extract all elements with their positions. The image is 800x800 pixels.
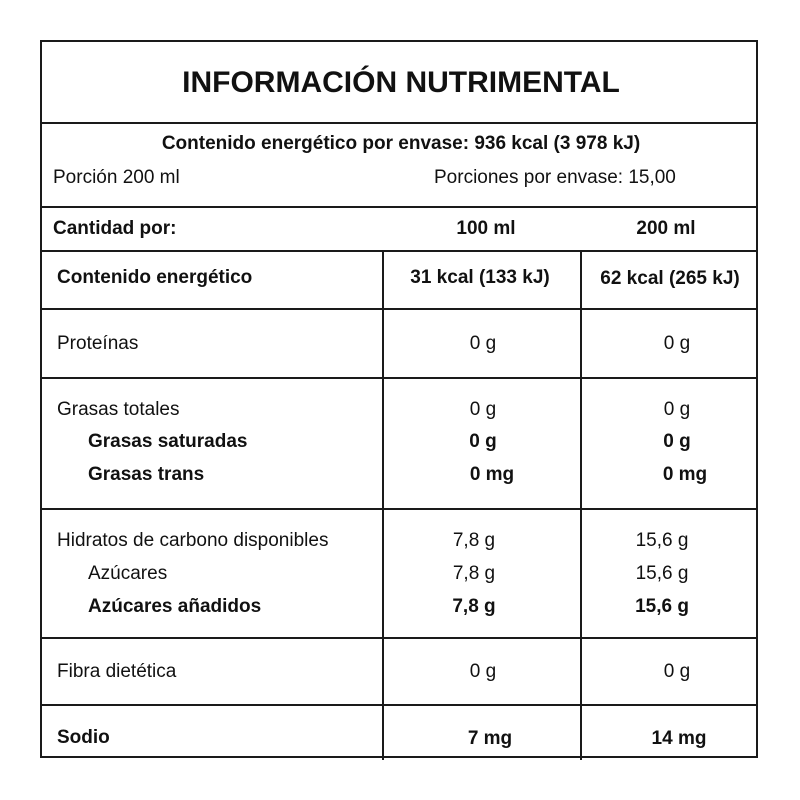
row-label-energy: Contenido energético <box>57 267 253 288</box>
row-value-sodium-100ml: 7 mg <box>467 728 513 749</box>
row-label-carbohydrates: Hidratos de carbono disponibles <box>57 530 329 551</box>
row-value-saturated-fat-200ml: 0 g <box>663 431 691 452</box>
row-value-added-sugars-200ml: 15,6 g <box>635 596 689 617</box>
row-value-trans-fat-100ml: 0 mg <box>469 464 515 485</box>
row-value-sugars-200ml: 15,6 g <box>635 563 689 584</box>
divider <box>42 250 756 252</box>
servings-per-package: Porciones por envase: 15,00 <box>434 167 676 188</box>
row-value-energy-100ml: 31 kcal (133 kJ) <box>410 267 550 288</box>
row-label-fiber: Fibra dietética <box>57 661 177 682</box>
row-value-protein-100ml: 0 g <box>469 333 497 354</box>
row-value-total-fat-200ml: 0 g <box>663 399 691 420</box>
panel-title: INFORMACIÓN NUTRIMENTAL <box>182 66 620 99</box>
column-divider <box>580 250 582 760</box>
divider <box>42 206 756 208</box>
nutrition-facts-panel <box>40 40 758 758</box>
row-value-fiber-100ml: 0 g <box>469 661 497 682</box>
divider <box>42 122 756 124</box>
column-header-200ml: 200 ml <box>636 218 696 239</box>
serving-size: Porción 200 ml <box>53 167 180 188</box>
row-value-fiber-200ml: 0 g <box>663 661 691 682</box>
row-label-total-fat: Grasas totales <box>57 399 180 420</box>
row-value-protein-200ml: 0 g <box>663 333 691 354</box>
row-label-trans-fat: Grasas trans <box>88 464 205 485</box>
column-header-100ml: 100 ml <box>456 218 516 239</box>
row-value-carbohydrates-200ml: 15,6 g <box>635 530 689 551</box>
row-value-saturated-fat-100ml: 0 g <box>469 431 497 452</box>
row-value-trans-fat-200ml: 0 mg <box>662 464 708 485</box>
row-label-sodium: Sodio <box>57 727 110 748</box>
row-label-protein: Proteínas <box>57 333 139 354</box>
column-header-label: Cantidad por: <box>53 218 177 239</box>
divider <box>42 377 756 379</box>
column-divider <box>382 250 384 760</box>
divider <box>42 508 756 510</box>
row-value-sugars-100ml: 7,8 g <box>452 563 496 584</box>
row-value-carbohydrates-100ml: 7,8 g <box>452 530 496 551</box>
divider <box>42 308 756 310</box>
row-value-added-sugars-100ml: 7,8 g <box>452 596 496 617</box>
divider <box>42 704 756 706</box>
divider <box>42 637 756 639</box>
energy-per-package: Contenido energético por envase: 936 kcal (3 978 kJ) <box>161 133 641 154</box>
row-value-sodium-200ml: 14 mg <box>651 728 707 749</box>
row-label-sugars: Azúcares <box>88 563 168 584</box>
row-label-saturated-fat: Grasas saturadas <box>88 431 248 452</box>
row-value-total-fat-100ml: 0 g <box>469 399 497 420</box>
row-label-added-sugars: Azúcares añadidos <box>88 596 262 617</box>
row-value-energy-200ml: 62 kcal (265 kJ) <box>600 268 740 289</box>
